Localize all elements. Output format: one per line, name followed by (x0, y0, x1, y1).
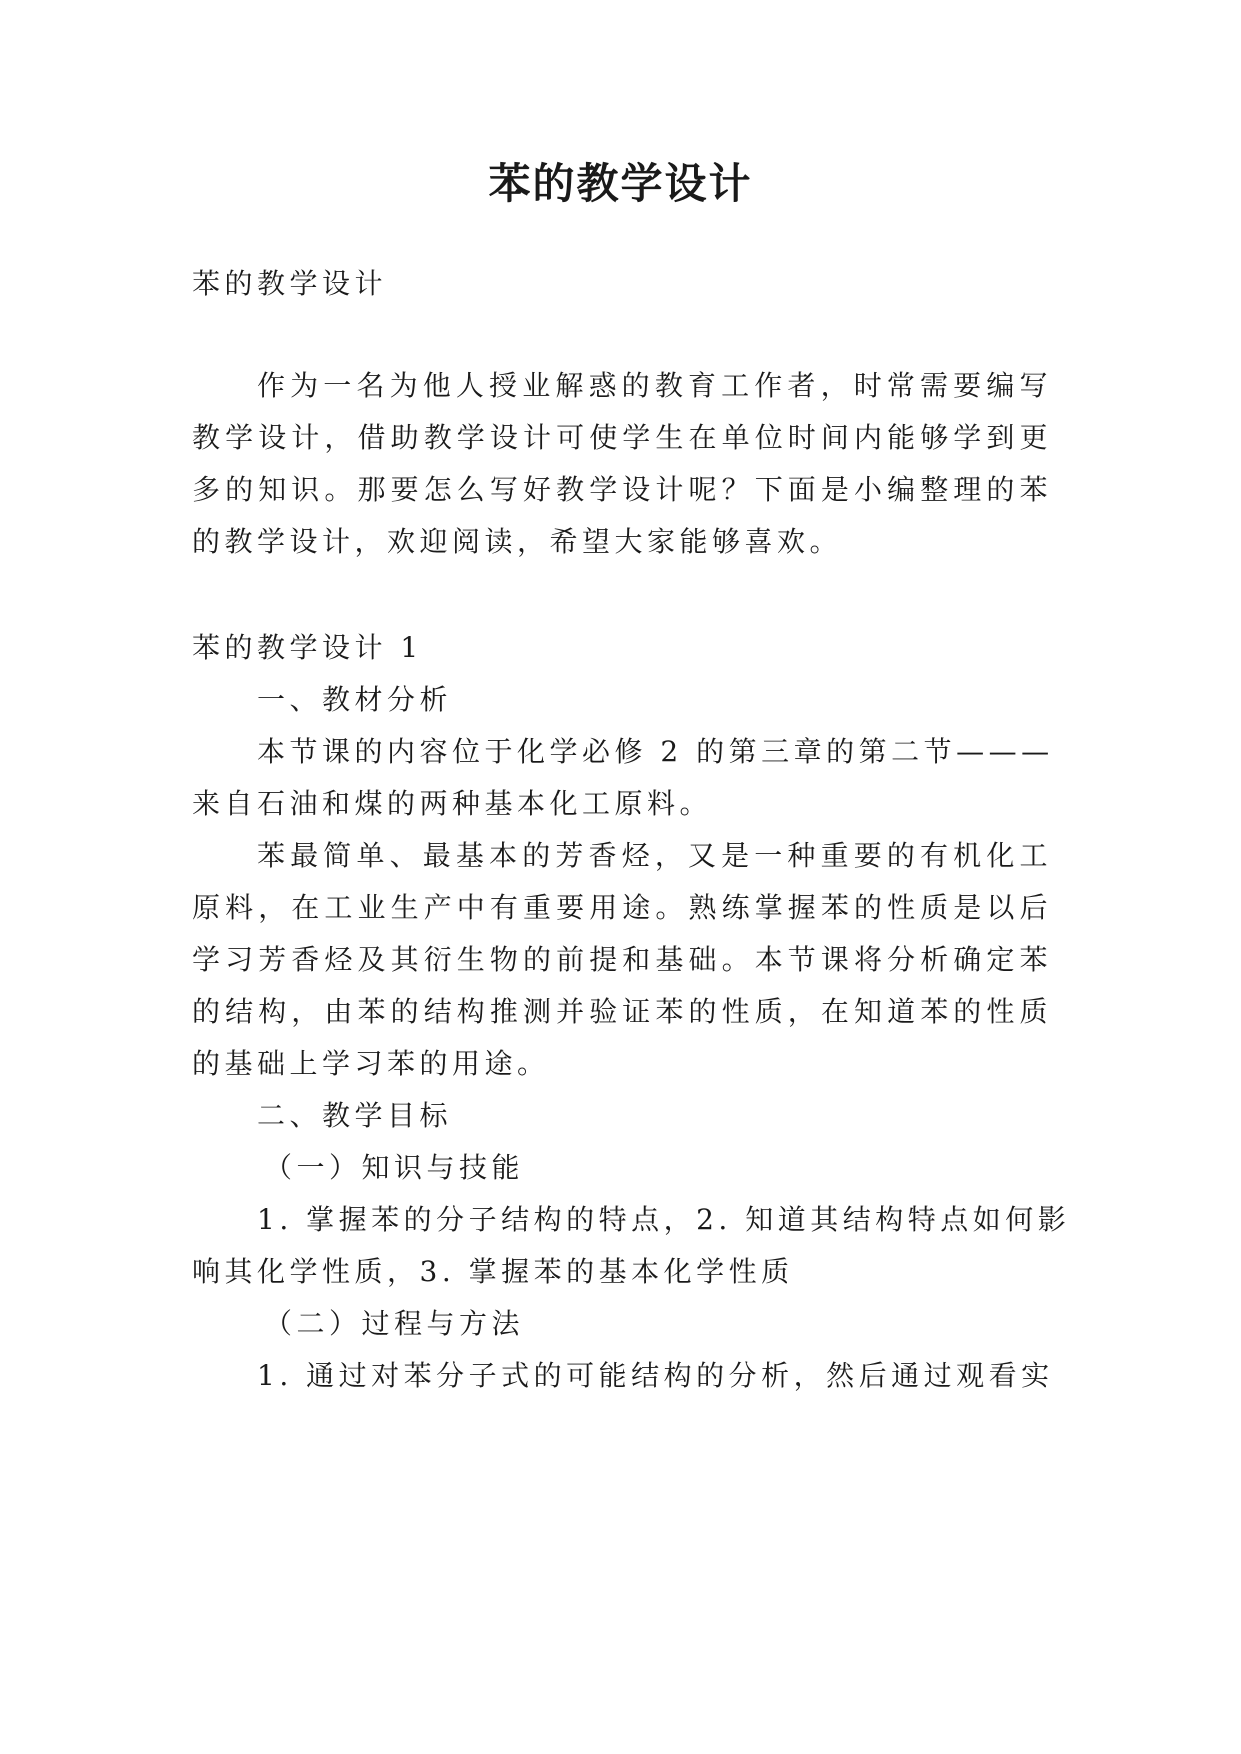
heading-teaching-goals: 二、教学目标 (257, 1099, 453, 1132)
p2-line-1: 苯最简单、最基本的芳香烃，又是一种重要的有机化工 (257, 839, 1052, 872)
p4-line-1: 1. 通过对苯分子式的可能结构的分析，然后通过观看实 (257, 1359, 1054, 1392)
p3-line-2: 响其化学性质，3. 掌握苯的基本化学性质 (192, 1255, 794, 1288)
intro-line-3: 多的知识。那要怎么写好教学设计呢？下面是小编整理的苯 (192, 473, 1052, 506)
p3-line-1: 1. 掌握苯的分子结构的特点，2. 知道其结构特点如何影 (257, 1203, 1071, 1236)
section-title: 苯的教学设计 1 (192, 631, 423, 664)
p2-line-5: 的基础上学习苯的用途。 (192, 1047, 550, 1080)
p2-line-3: 学习芳香烃及其衍生物的前提和基础。本节课将分析确定苯 (192, 943, 1052, 976)
intro-line-4: 的教学设计，欢迎阅读，希望大家能够喜欢。 (192, 525, 843, 558)
p2-line-4: 的结构，由苯的结构推测并验证苯的性质，在知道苯的性质 (192, 995, 1052, 1028)
subheading-process-methods: （二）过程与方法 (264, 1307, 525, 1340)
heading-textbook-analysis: 一、教材分析 (257, 683, 453, 716)
intro-line-2: 教学设计，借助教学设计可使学生在单位时间内能够学到更 (192, 421, 1052, 454)
subheading-knowledge-skills: （一）知识与技能 (264, 1151, 525, 1184)
document-subtitle: 苯的教学设计 (192, 267, 388, 300)
p1-line-2: 来自石油和煤的两种基本化工原料。 (192, 787, 713, 820)
document-title: 苯的教学设计 (488, 159, 753, 208)
p2-line-2: 原料，在工业生产中有重要用途。熟练掌握苯的性质是以后 (192, 891, 1052, 924)
p1-line-1: 本节课的内容位于化学必修 2 的第三章的第二节——— (257, 735, 1054, 768)
intro-line-1: 作为一名为他人授业解惑的教育工作者，时常需要编写 (257, 369, 1052, 402)
